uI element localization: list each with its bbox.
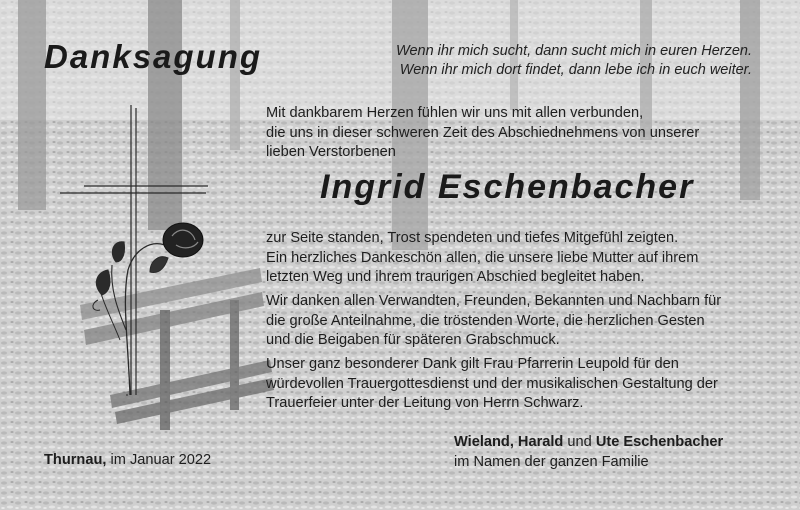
thanks-paragraph-2 [266, 292, 786, 351]
text-line: Ein herzliches Dankeschön allen, die unsere liebe Mutter auf ihrem [266, 249, 699, 266]
deceased-name: Ingrid Eschenbacher [320, 168, 695, 206]
text-line: Wir danken allen Verwandten, Freunden, Bekannten und Nachbarn für [266, 293, 722, 309]
family-line: im Namen der ganzen Familie [454, 454, 649, 470]
thanks-paragraph-1 [266, 229, 786, 288]
date-text: im Januar 2022 [106, 452, 212, 468]
text-line: zur Seite standen, Trost spendeten und tiefes Mitgefühl zeigten. [266, 230, 679, 246]
page-title: Danksagung [44, 38, 263, 75]
signers-line [454, 432, 723, 452]
text-line: Mit dankbarem Herzen fühlen wir uns mit allen verbunden, [266, 105, 644, 121]
signers-and: und [563, 434, 596, 450]
thanks-paragraph-3 [266, 355, 786, 414]
signers-names-a: Wieland, Harald [454, 434, 564, 450]
signers-names-b: Ute Eschenbacher [595, 434, 724, 450]
text-line: letzten Weg und ihrem traurigen Abschied begleitet haben. [266, 269, 645, 285]
place-name: Thurnau, [44, 452, 107, 468]
quote-line: Wenn ihr mich dort findet, dann lebe ich in euch weiter. [399, 62, 752, 78]
text-line: würdevollen Trauergottesdienst und der musikalischen Gestaltung der [266, 375, 718, 392]
signature-block [454, 432, 723, 472]
epigraph-quote [396, 42, 752, 80]
text-line: lieben Verstorbenen [266, 144, 396, 160]
text-line: die große Anteilnahme, die tröstenden Worte, die herzlichen Gesten [266, 312, 705, 329]
text-line: Unser ganz besonderer Dank gilt Frau Pfarrerin Leupold für den [266, 356, 679, 372]
text-line: Trauerfeier unter der Leitung von Herrn Schwarz. [266, 395, 584, 411]
quote-line: Wenn ihr mich sucht, dann sucht mich in euren Herzen. [396, 43, 752, 59]
text-line: und die Beigaben für späteren Grabschmuck. [266, 332, 560, 348]
place-and-date [44, 452, 211, 468]
intro-paragraph [266, 104, 786, 163]
text-line: die uns in dieser schweren Zeit des Abschiednehmens von unserer [266, 124, 700, 141]
